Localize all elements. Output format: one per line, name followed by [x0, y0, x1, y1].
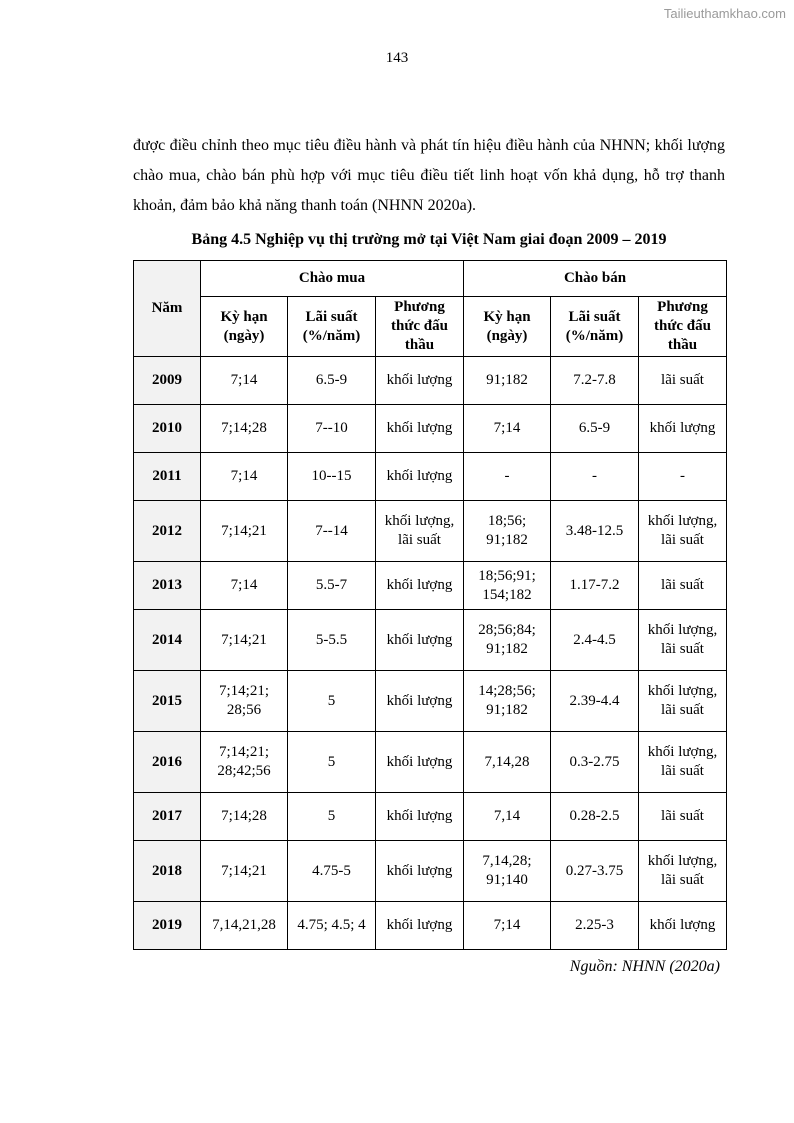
year-cell: 2010 — [134, 405, 201, 453]
table-cell: lãi suất — [639, 793, 727, 841]
table-cell: 5.5-7 — [288, 562, 376, 610]
table-cell: 91;182 — [464, 357, 551, 405]
table-cell: 7;14;21; 28;42;56 — [201, 732, 288, 793]
column-header: Kỳ hạn (ngày) — [201, 297, 288, 357]
table-cell: khối lượng — [376, 453, 464, 501]
table-cell: 7,14,28; 91;140 — [464, 841, 551, 902]
table-cell: khối lượng, lãi suất — [376, 501, 464, 562]
column-header: Lãi suất (%/năm) — [551, 297, 639, 357]
table-cell: 28;56;84; 91;182 — [464, 610, 551, 671]
source-note: Nguồn: NHNN (2020a) — [569, 958, 720, 975]
table-cell: 7--10 — [288, 405, 376, 453]
open-market-table — [133, 260, 727, 950]
table-row — [134, 405, 727, 453]
table-cell: 7;14;21 — [201, 501, 288, 562]
table-cell: 0.27-3.75 — [551, 841, 639, 902]
table-cell: 7;14 — [201, 453, 288, 501]
column-header: Phương thức đấu thầu — [376, 297, 464, 357]
year-cell: 2011 — [134, 453, 201, 501]
table-row — [134, 562, 727, 610]
table-cell: khối lượng — [376, 562, 464, 610]
body-paragraph: được điều chỉnh theo mục tiêu điều hành và phát tín hiệu điều hành của NHNN; khối lượng chào mua, chào bán phù hợp với mục tiêu điều tiết linh hoạt vốn khả dụng, hỗ trợ thanh khoản, đảm bảo khả năng thanh toán (NHNN 2020a). — [133, 137, 725, 214]
watermark: Tailieuthamkhao.com — [663, 6, 786, 21]
sell-group-header: Chào bán — [464, 261, 727, 297]
table-cell: 7;14;21; 28;56 — [201, 671, 288, 732]
table-cell: 4.75; 4.5; 4 — [288, 902, 376, 950]
year-cell: 2017 — [134, 793, 201, 841]
table-cell: khối lượng — [376, 671, 464, 732]
table-cell: khối lượng — [639, 405, 727, 453]
table-cell: khối lượng, lãi suất — [639, 610, 727, 671]
year-cell: 2015 — [134, 671, 201, 732]
table-cell: khối lượng, lãi suất — [639, 501, 727, 562]
table-cell: khối lượng — [376, 357, 464, 405]
year-cell: 2014 — [134, 610, 201, 671]
table-cell: khối lượng — [376, 902, 464, 950]
table-cell: 7;14;28 — [201, 405, 288, 453]
table-cell: - — [639, 453, 727, 501]
table-cell: khối lượng — [376, 793, 464, 841]
table-row — [134, 501, 727, 562]
year-cell: 2016 — [134, 732, 201, 793]
table-cell: khối lượng — [639, 902, 727, 950]
table-cell: 2.4-4.5 — [551, 610, 639, 671]
table-cell: 2.25-3 — [551, 902, 639, 950]
table-cell: 5 — [288, 793, 376, 841]
year-cell: 2012 — [134, 501, 201, 562]
year-cell: 2013 — [134, 562, 201, 610]
year-header: Năm — [134, 261, 201, 357]
table-cell: 7;14;21 — [201, 610, 288, 671]
table-cell: 5 — [288, 671, 376, 732]
table-cell: 18;56; 91;182 — [464, 501, 551, 562]
table-cell: lãi suất — [639, 562, 727, 610]
table-cell: 0.3-2.75 — [551, 732, 639, 793]
table-row — [134, 357, 727, 405]
column-header: Phương thức đấu thầu — [639, 297, 727, 357]
table-cell: khối lượng, lãi suất — [639, 841, 727, 902]
table-cell: 7;14;21 — [201, 841, 288, 902]
column-header: Kỳ hạn (ngày) — [464, 297, 551, 357]
year-cell: 2009 — [134, 357, 201, 405]
table-row — [134, 610, 727, 671]
table-cell: 7.2-7.8 — [551, 357, 639, 405]
table-cell: 14;28;56; 91;182 — [464, 671, 551, 732]
table-cell: 7--14 — [288, 501, 376, 562]
table-cell: khối lượng — [376, 405, 464, 453]
table-cell: 7;14 — [201, 357, 288, 405]
table-row — [134, 453, 727, 501]
table-cell: 1.17-7.2 — [551, 562, 639, 610]
table-cell: 3.48-12.5 — [551, 501, 639, 562]
table-cell: 7,14 — [464, 793, 551, 841]
column-header: Lãi suất (%/năm) — [288, 297, 376, 357]
year-cell: 2019 — [134, 902, 201, 950]
table-cell: 6.5-9 — [551, 405, 639, 453]
table-cell: 7,14,28 — [464, 732, 551, 793]
table-cell: 7,14,21,28 — [201, 902, 288, 950]
table-caption: Bảng 4.5 Nghiệp vụ thị trường mở tại Việt Nam giai đoạn 2009 – 2019 — [191, 231, 667, 248]
table-cell: - — [464, 453, 551, 501]
table-cell: 7;14 — [464, 405, 551, 453]
table-cell: khối lượng, lãi suất — [639, 671, 727, 732]
table-cell: khối lượng — [376, 841, 464, 902]
table-row — [134, 793, 727, 841]
table-row — [134, 671, 727, 732]
table-cell: 0.28-2.5 — [551, 793, 639, 841]
year-cell: 2018 — [134, 841, 201, 902]
table-cell: 10--15 — [288, 453, 376, 501]
page-number: 143 — [385, 50, 409, 66]
table-cell: 2.39-4.4 — [551, 671, 639, 732]
buy-group-header: Chào mua — [201, 261, 464, 297]
table-cell: 5 — [288, 732, 376, 793]
table-cell: 7;14;28 — [201, 793, 288, 841]
table-cell: 4.75-5 — [288, 841, 376, 902]
table-cell: khối lượng, lãi suất — [639, 732, 727, 793]
table-cell: 5-5.5 — [288, 610, 376, 671]
table-cell: 7;14 — [464, 902, 551, 950]
table-cell: 7;14 — [201, 562, 288, 610]
table-row — [134, 841, 727, 902]
table-row — [134, 902, 727, 950]
table-cell: lãi suất — [639, 357, 727, 405]
table-cell: khối lượng — [376, 610, 464, 671]
table-cell: khối lượng — [376, 732, 464, 793]
table-cell: - — [551, 453, 639, 501]
table-cell: 18;56;91; 154;182 — [464, 562, 551, 610]
table-cell: 6.5-9 — [288, 357, 376, 405]
table-row — [134, 732, 727, 793]
